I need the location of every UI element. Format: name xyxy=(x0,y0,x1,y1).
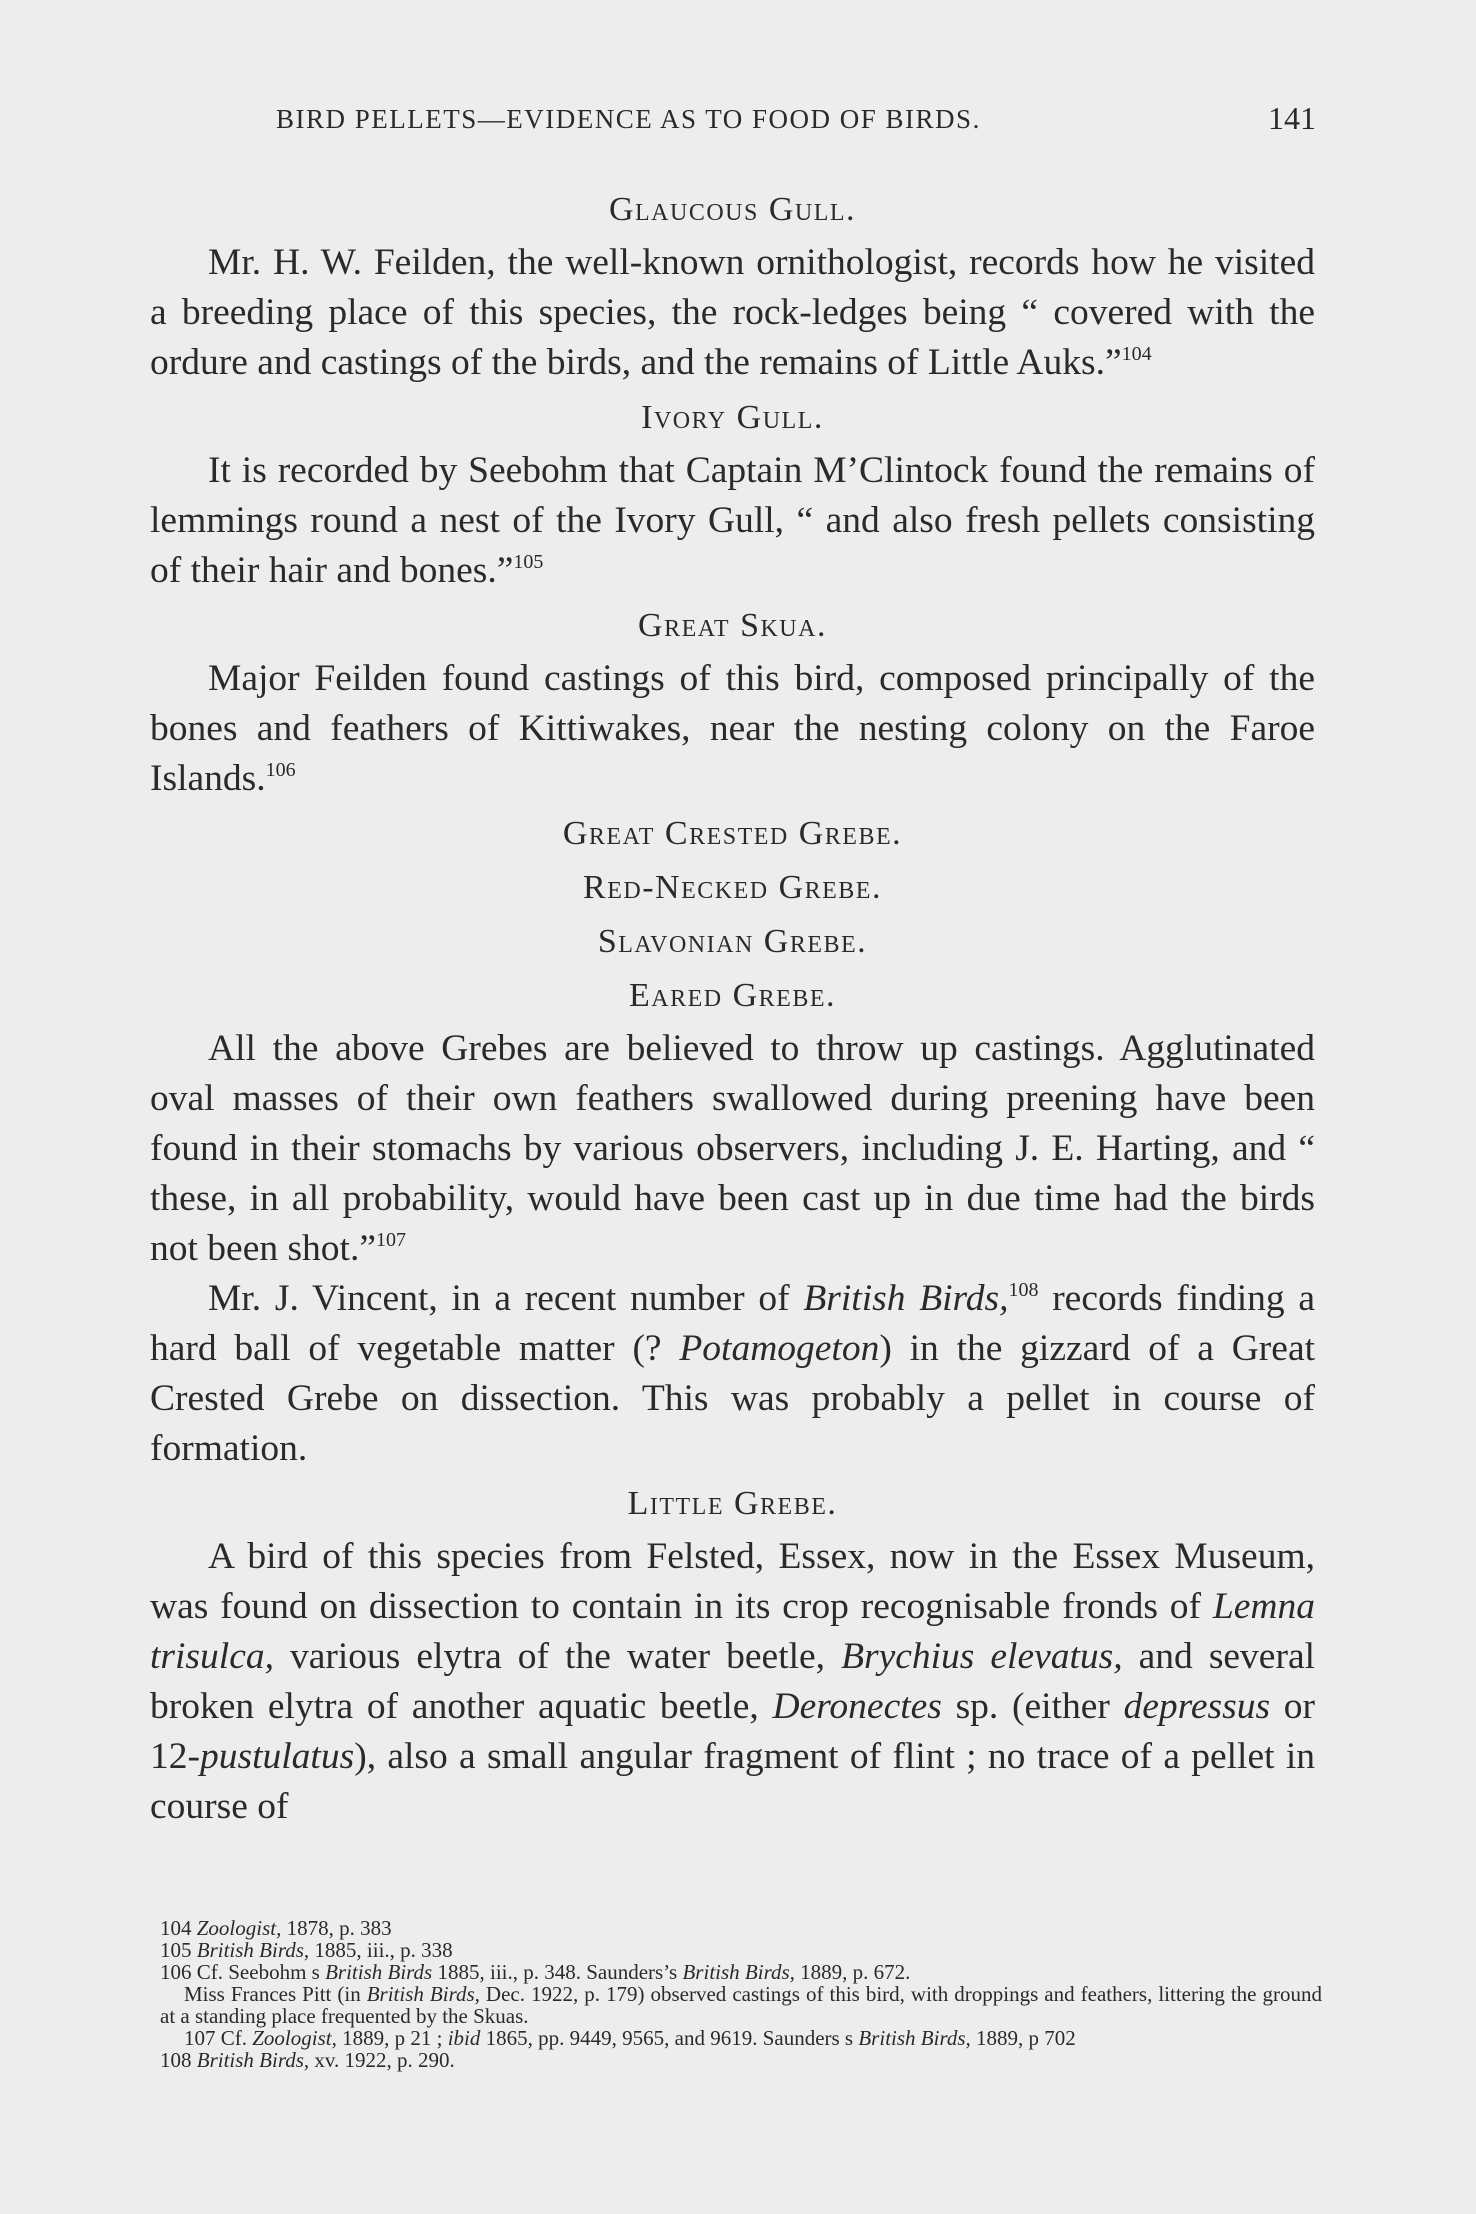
footnote-ref: 107 xyxy=(376,1229,406,1251)
text-run: 108 xyxy=(160,2048,197,2072)
text-run: or 12- xyxy=(150,1686,1315,1777)
section-heading: Ivory Gull. xyxy=(641,399,824,436)
text-run: xv. 1922, p. 290. xyxy=(309,2048,455,2072)
footnote xyxy=(160,1917,1322,1939)
section-heading: Glaucous Gull. xyxy=(608,191,857,228)
paragraph xyxy=(150,446,1315,596)
text-run: Miss Frances Pitt (in xyxy=(184,1982,367,2006)
text-run: Mr. J. Vincent, in a recent number of xyxy=(208,1278,804,1319)
text-run: 1885, iii., p. 348. Saunders’s xyxy=(432,1960,683,1984)
section-heading: Little Grebe. xyxy=(627,1485,838,1522)
italic-text: British Birds, xyxy=(366,1982,480,2006)
footnote xyxy=(160,1983,1322,2027)
text-run: records finding a hard ball of vegetable matter (? xyxy=(150,1278,1315,1369)
section-heading: Eared Grebe. xyxy=(629,977,836,1014)
body-text xyxy=(150,180,1315,1832)
section-heading: Red-Necked Grebe. xyxy=(583,869,882,906)
text-run: Dec. 1922, p. 179) observed castings of this bird, with droppings and feathers, littering the ground at a standing place frequented by the Skuas. xyxy=(160,1982,1323,2028)
italic-text: British Birds, xyxy=(803,1278,1009,1319)
text-run: 107 Cf. xyxy=(184,2026,253,2050)
footnote-ref: 108 xyxy=(1008,1279,1039,1301)
section-heading: Great Skua. xyxy=(638,607,827,644)
italic-text: Brychius elevatus, xyxy=(841,1636,1123,1677)
page-number: 141 xyxy=(1268,100,1316,136)
section-heading: Slavonian Grebe. xyxy=(597,923,868,960)
italic-text: Potamogeton xyxy=(679,1328,880,1369)
italic-text: British Birds xyxy=(325,1960,433,1984)
paragraph xyxy=(150,1024,1315,1274)
paragraph xyxy=(150,654,1315,804)
text-run: ), also a small angular fragment of flint ; no trace of a pellet in course of xyxy=(150,1736,1315,1827)
footnote-ref: 105 xyxy=(513,551,544,573)
footnote-ref: 106 xyxy=(265,759,296,781)
text-run: 106 Cf. Seebohm s xyxy=(160,1960,326,1984)
text-run: 1889, p 21 ; xyxy=(336,2026,448,2050)
italic-text: Zoologist, xyxy=(252,2026,337,2050)
running-head-title: BIRD PELLETS—EVIDENCE AS TO FOOD OF BIRDS. xyxy=(276,104,981,134)
italic-text: British Birds, xyxy=(858,2026,971,2050)
italic-text: British Birds, xyxy=(682,1960,795,1984)
italic-text: pustulatus xyxy=(200,1736,355,1777)
paragraph xyxy=(150,1532,1315,1832)
italic-text: ibid xyxy=(447,2026,481,2050)
text-run: 1865, pp. 9449, 9565, and 9619. Saunders s xyxy=(480,2026,859,2050)
text-run: 1885, iii., p. 338 xyxy=(309,1938,453,1962)
section-heading: Great Crested Grebe. xyxy=(562,815,903,852)
text-run: various elytra of the water beetle, xyxy=(273,1636,842,1677)
italic-text: Lemna trisulca, xyxy=(150,1586,1315,1677)
text-run: sp. (either xyxy=(941,1686,1124,1727)
text-run: 104 xyxy=(160,1916,197,1940)
footnotes xyxy=(160,1917,1322,2071)
italic-text: Deronectes xyxy=(772,1686,942,1727)
text-run: 1889, p 702 xyxy=(970,2026,1076,2050)
italic-text: Zoologist, xyxy=(196,1916,282,1940)
paragraph xyxy=(150,1274,1315,1474)
text-run: A bird of this species from Felsted, Essex, now in the Essex Museum, was found on dissection to contain in its crop recognisable fronds of xyxy=(150,1536,1315,1627)
text-run: 1878, p. 383 xyxy=(281,1916,392,1940)
italic-text: depressus xyxy=(1123,1686,1271,1727)
text-run: Mr. H. W. Feilden, the well-known ornithologist, records how he visited a breeding place of this species, the rock-ledges being “ covered with the ordure and castings of the birds, and the remains of Little Auks.” xyxy=(150,242,1315,383)
text-run: and several broken elytra of another aquatic beetle, xyxy=(150,1636,1316,1727)
text-run: It is recorded by Seebohm that Captain M’Clintock found the remains of lemmings round a nest of the Ivory Gull, “ and also fresh pellets consisting of their hair and bones.” xyxy=(150,450,1315,591)
text-run: ) in the gizzard of a Great Crested Grebe on dissection. This was probably a pellet in course of formation. xyxy=(150,1328,1316,1469)
footnote xyxy=(160,1961,1322,1983)
paragraph xyxy=(150,238,1315,388)
footnote xyxy=(160,1939,1322,1961)
running-head xyxy=(276,100,1316,136)
footnote xyxy=(160,2049,1322,2071)
italic-text: British Birds, xyxy=(196,2048,310,2072)
footnote xyxy=(160,2027,1322,2049)
text-run: All the above Grebes are believed to throw up castings. Agglutinated oval masses of their own feathers swallowed during preening have been found in their stomachs by various observers, including J. E. Harting, and “ these, in all probability, would have been cast up in due time had the birds not been shot.” xyxy=(150,1028,1315,1269)
text-run: 1889, p. 672. xyxy=(794,1960,911,1984)
italic-text: British Birds, xyxy=(196,1938,310,1962)
text-run: Major Feilden found castings of this bird, composed principally of the bones and feathers of Kittiwakes, near the nesting colony on the Faroe Islands. xyxy=(150,658,1315,799)
text-run: 105 xyxy=(160,1938,197,1962)
footnote-ref: 104 xyxy=(1121,343,1152,365)
